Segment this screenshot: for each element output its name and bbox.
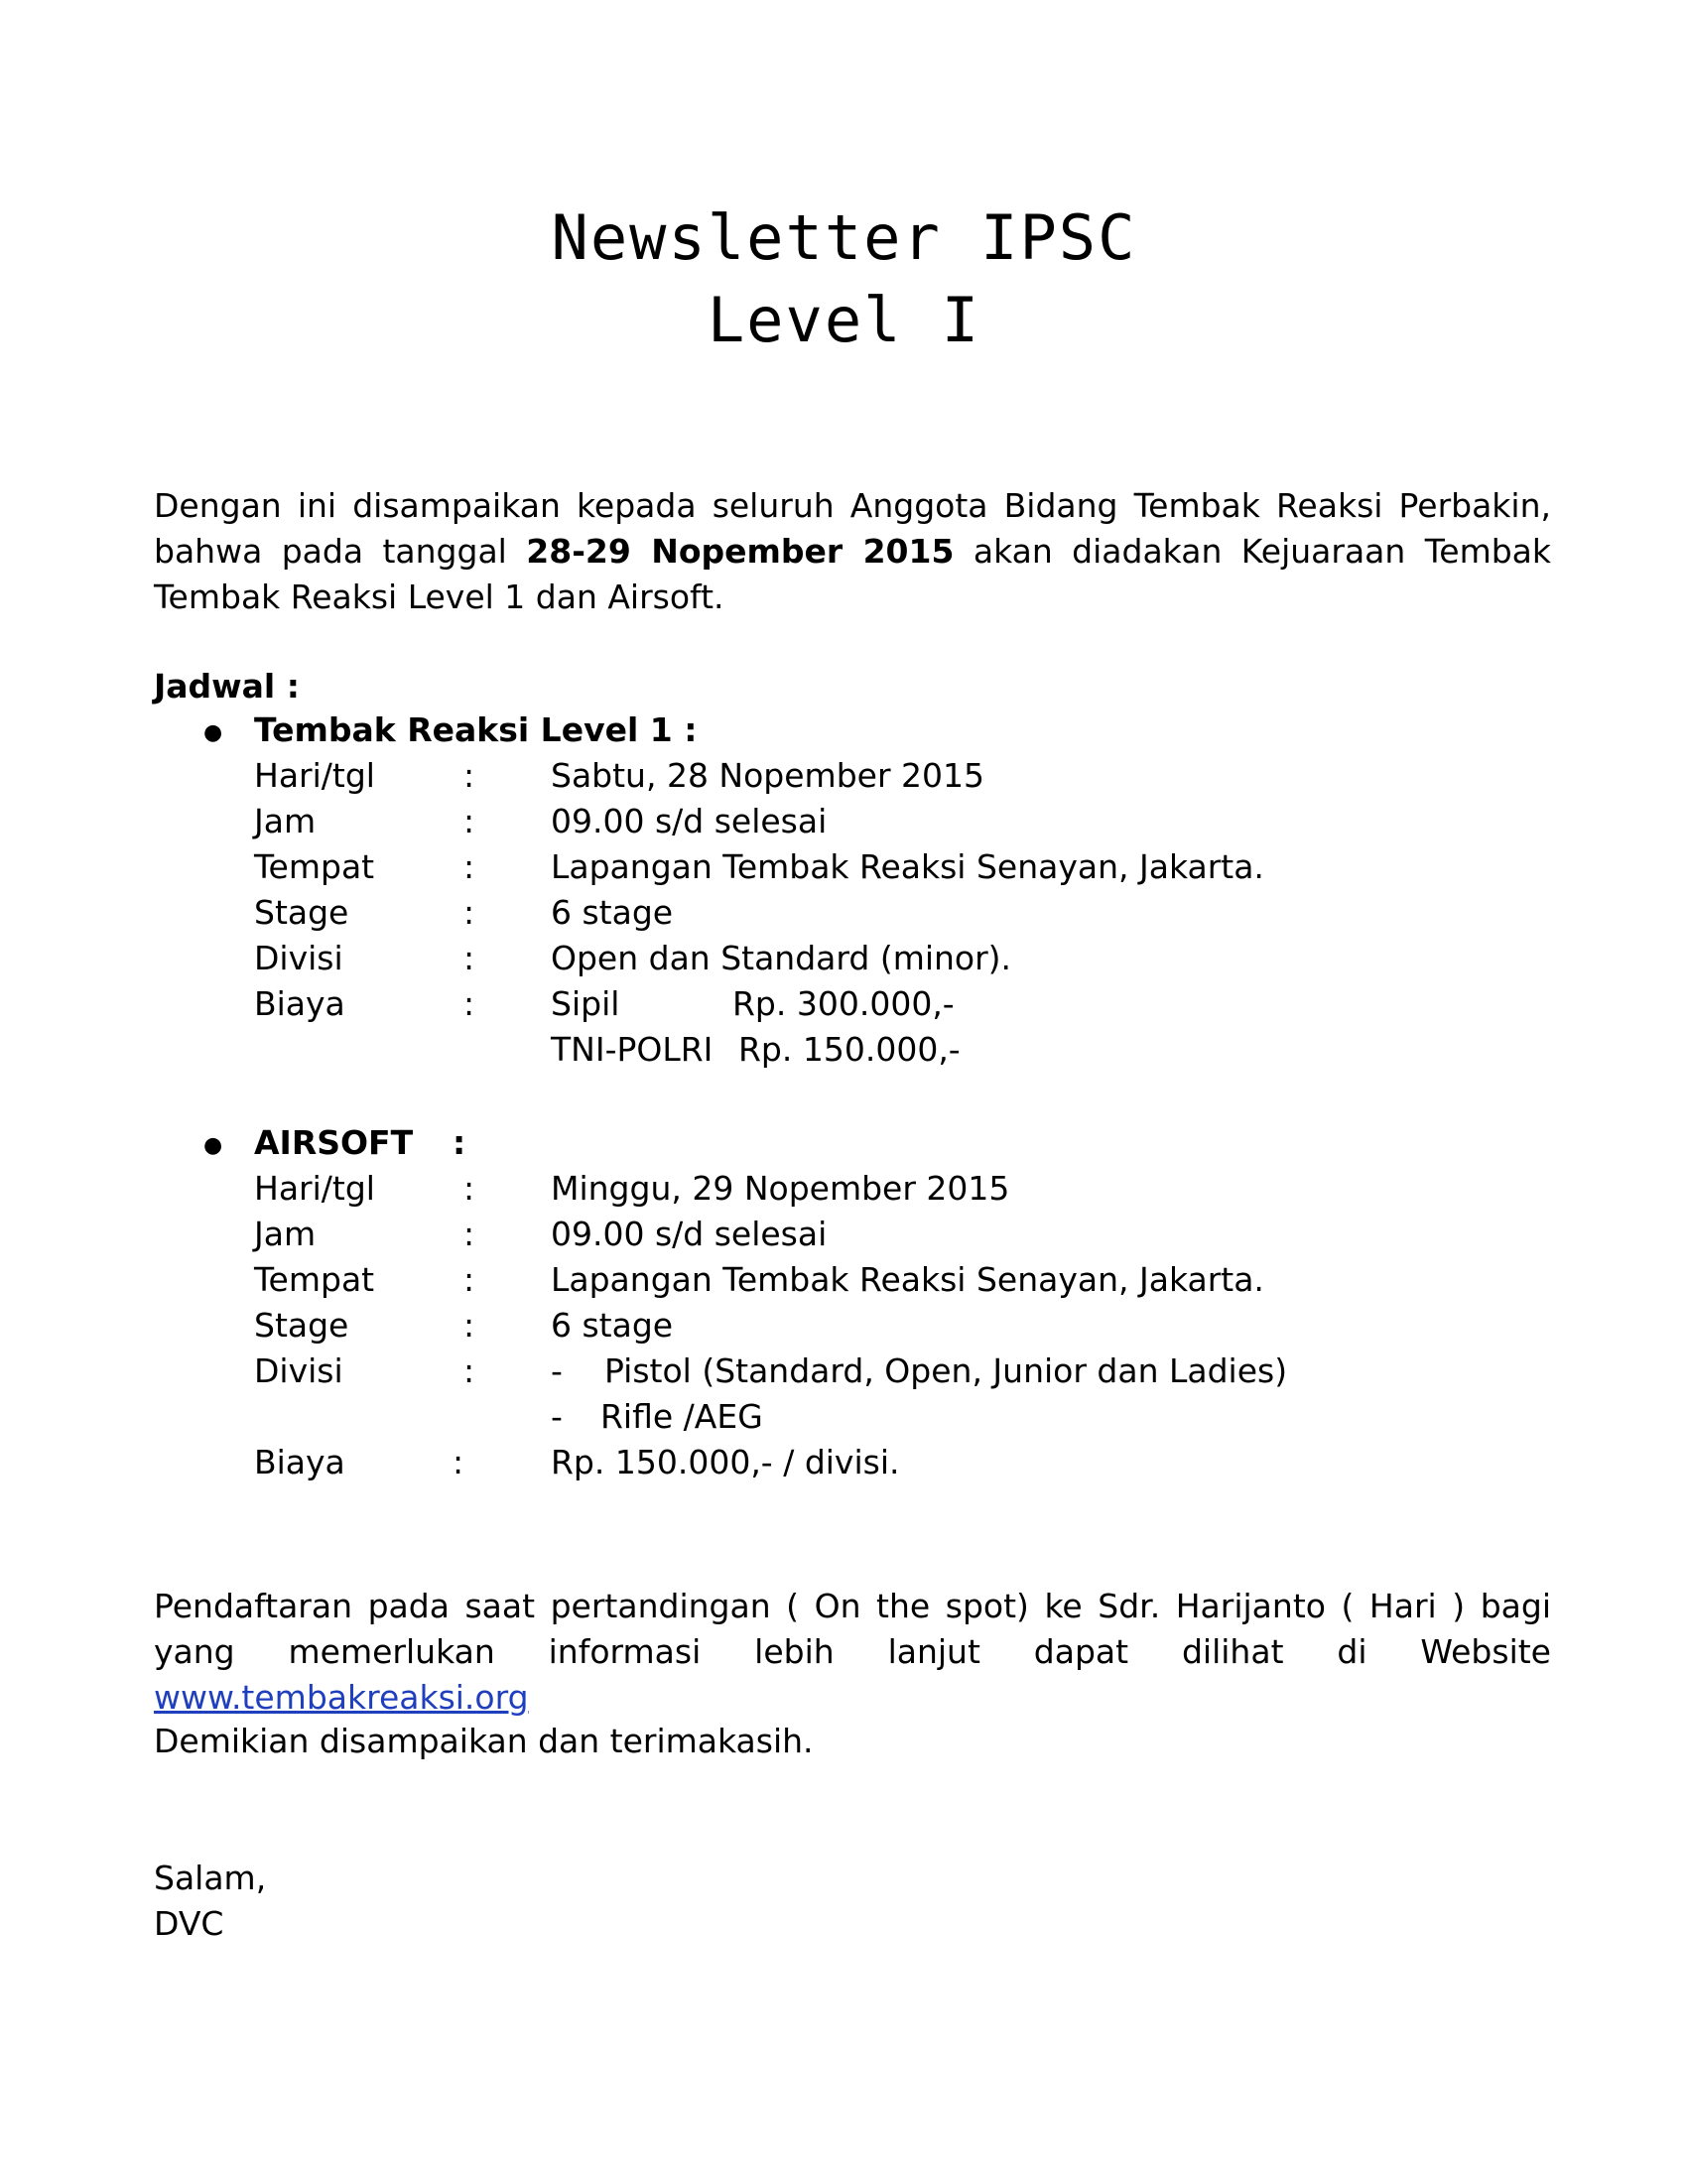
intro-text-after: akan diadakan Kejuaraan Tembak Tembak Reaksi Level 1 dan Airsoft. bbox=[154, 532, 1552, 616]
signoff: Salam, bbox=[154, 1859, 267, 1897]
colon: : bbox=[463, 756, 475, 795]
colon: : bbox=[463, 802, 475, 840]
hari-label: Hari/tgl bbox=[254, 756, 375, 795]
divisi-value: Open dan Standard (minor). bbox=[551, 939, 1012, 977]
fee-sipil-name: Sipil bbox=[551, 984, 620, 1023]
schedule-heading: Jadwal : bbox=[154, 667, 300, 706]
colon: : bbox=[463, 939, 475, 977]
section-title-airsoft: AIRSOFT bbox=[254, 1123, 414, 1162]
colon: : bbox=[463, 893, 475, 932]
divisi-item-rifle: Rifle /AEG bbox=[600, 1397, 763, 1436]
bullet-icon: ● bbox=[203, 720, 223, 745]
fee-tnipolri-name: TNI-POLRI bbox=[551, 1030, 714, 1069]
registration-text: Pendaftaran pada saat pertandingan ( On the spot) ke Sdr. Harijanto ( Hari ) bagi yang memerlukan informasi lebih lanjut dapat dilihat di Website bbox=[154, 1587, 1551, 1671]
hari-value: Minggu, 29 Nopember 2015 bbox=[551, 1169, 1010, 1208]
divisi-dash: - bbox=[551, 1397, 563, 1436]
signature: DVC bbox=[154, 1904, 224, 1943]
hari-value: Sabtu, 28 Nopember 2015 bbox=[551, 756, 984, 795]
colon: : bbox=[463, 847, 475, 886]
tempat-value: Lapangan Tembak Reaksi Senayan, Jakarta. bbox=[551, 847, 1264, 886]
tempat-label: Tempat bbox=[254, 847, 375, 886]
newsletter-title: Newsletter IPSC bbox=[551, 201, 1137, 274]
colon: : bbox=[453, 1443, 464, 1481]
fee-sipil-amount: Rp. 300.000,- bbox=[732, 984, 955, 1023]
section-title-level1: Tembak Reaksi Level 1 : bbox=[254, 710, 698, 749]
event-date: 28-29 Nopember 2015 bbox=[526, 532, 955, 571]
divisi-dash: - bbox=[551, 1351, 563, 1390]
biaya-value: Rp. 150.000,- / divisi. bbox=[551, 1443, 900, 1481]
intro-text-before: Dengan ini disampaikan kepada seluruh Anggota Bidang Tembak Reaksi Perbakin, bahwa pada tanggal bbox=[154, 486, 1551, 571]
colon: : bbox=[463, 1351, 475, 1390]
thanks-line: Demikian disampaikan dan terimakasih. bbox=[154, 1722, 814, 1760]
fee-tnipolri-amount: Rp. 150.000,- bbox=[738, 1030, 961, 1069]
divisi-label: Divisi bbox=[254, 939, 343, 977]
colon: : bbox=[463, 1260, 475, 1299]
biaya-label: Biaya bbox=[254, 984, 345, 1023]
stage-label: Stage bbox=[254, 893, 349, 932]
colon: : bbox=[463, 984, 475, 1023]
divisi-item-pistol: Pistol (Standard, Open, Junior dan Ladies) bbox=[604, 1351, 1288, 1390]
hari-label: Hari/tgl bbox=[254, 1169, 375, 1208]
stage-label: Stage bbox=[254, 1306, 349, 1345]
jam-value: 09.00 s/d selesai bbox=[551, 1215, 828, 1253]
divisi-label: Divisi bbox=[254, 1351, 343, 1390]
stage-value: 6 stage bbox=[551, 893, 674, 932]
jam-value: 09.00 s/d selesai bbox=[551, 802, 828, 840]
section-title-airsoft-colon: : bbox=[453, 1123, 466, 1162]
jam-label: Jam bbox=[254, 802, 317, 840]
tempat-label: Tempat bbox=[254, 1260, 375, 1299]
biaya-label: Biaya bbox=[254, 1443, 345, 1481]
stage-value: 6 stage bbox=[551, 1306, 674, 1345]
newsletter-subtitle: Level I bbox=[707, 284, 981, 356]
jam-label: Jam bbox=[254, 1215, 317, 1253]
colon: : bbox=[463, 1169, 475, 1208]
colon: : bbox=[463, 1215, 475, 1253]
intro-paragraph bbox=[154, 483, 1551, 620]
registration-paragraph bbox=[154, 1584, 1551, 1721]
website-link[interactable]: www.tembakreaksi.org bbox=[154, 1678, 529, 1717]
colon: : bbox=[463, 1306, 475, 1345]
tempat-value: Lapangan Tembak Reaksi Senayan, Jakarta. bbox=[551, 1260, 1264, 1299]
bullet-icon: ● bbox=[203, 1133, 223, 1158]
